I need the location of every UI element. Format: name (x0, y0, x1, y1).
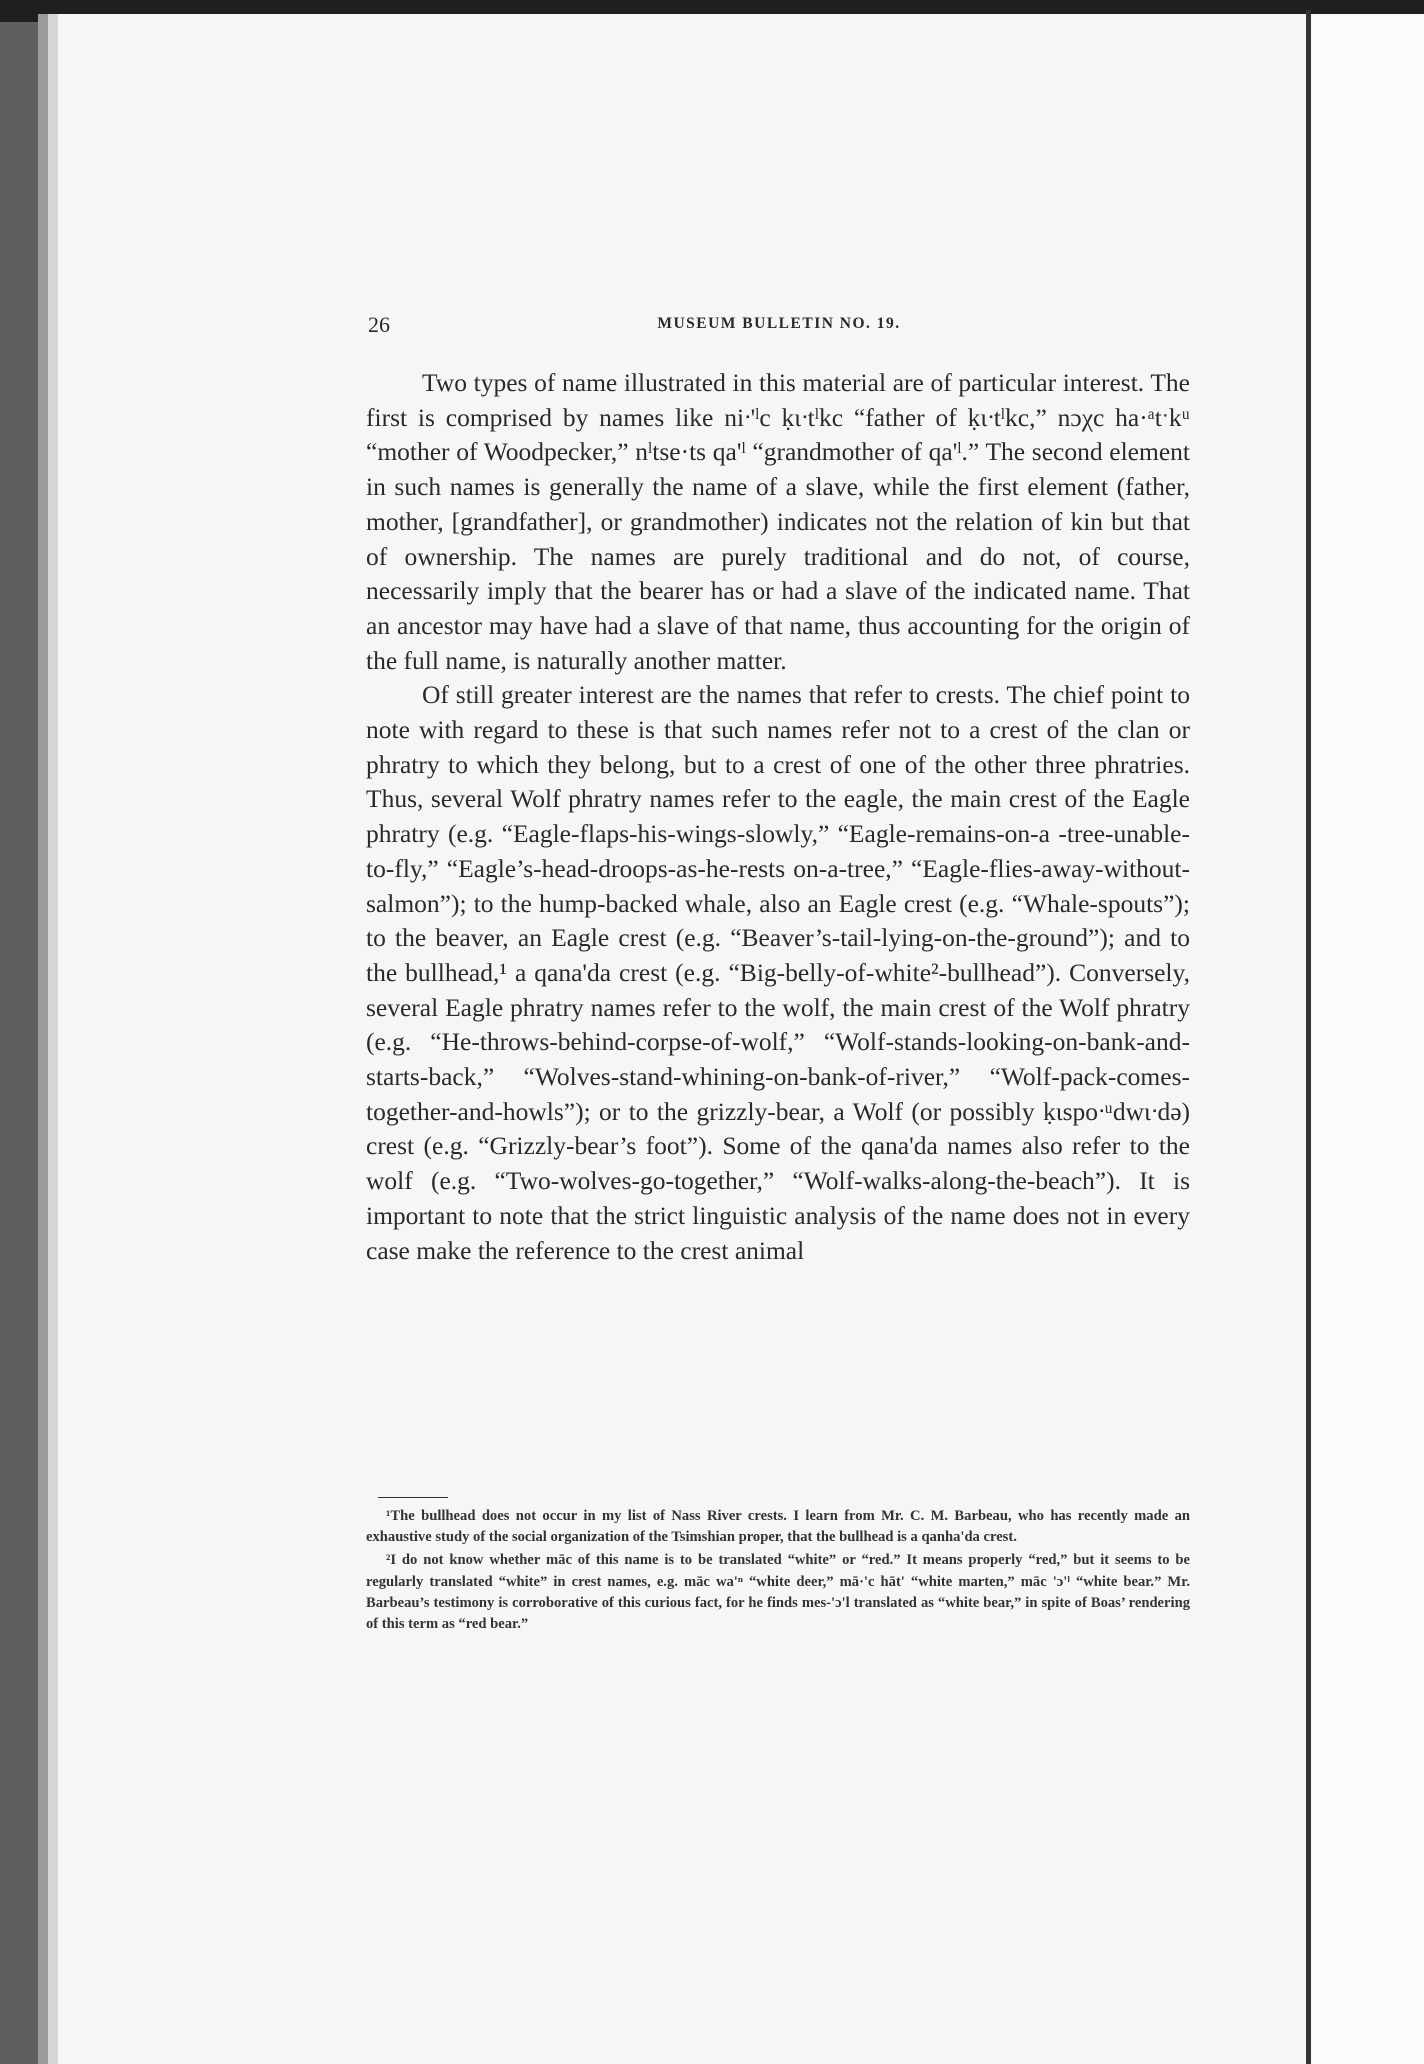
body-text (366, 366, 1190, 1268)
footnote-rule (378, 1497, 448, 1498)
page-edge-shadow (38, 14, 48, 2064)
page-number: 26 (368, 312, 390, 337)
paragraph-name-types: Two types of name illustrated in this material are of particular interest. The first is comprised by names like niᐧ'ˡc ḳɩᐧtˡkc “father of ḳɩᐧtˡkc,” nɔχc ha·ᵃtˑkᵘ “mother of Woodpecker,” nˡtse·ts qa'ˡ “grandmother of qa'ˡ.” The second element in such names is generally the name of a slave, while the first element (father, mother, [grandfather], or grandmother) indicates not the relation of kin but that of ownership. The names are purely traditional and do not, of course, necessarily imply that the bearer has or had a slave of the indicated name. That an ancestor may have had a slave of that name, thus accounting for the origin of the full name, is naturally another matter. (366, 368, 1190, 675)
running-head: MUSEUM BULLETIN NO. 19. (657, 315, 901, 332)
footnote-1: ¹The bullhead does not occur in my list of Nass River crests. I learn from Mr. C. M. Barbeau, who has recently made an exhaustive study of the social organization of the Tsimshian proper, that the bullhead is a qanha'da crest. (366, 1508, 1190, 1546)
footnotes (366, 1506, 1190, 1635)
paragraph-crest-names: Of still greater interest are the names that refer to crests. The chief point to note with regard to these is that such names refer not to a crest of the clan or phratry to which they belong, but to a crest of one of the other three phratries. Thus, several Wolf phratry names refer to the eagle, the main crest of the Eagle phratry (e.g. “Eagle-flaps-his-wings-slowly,” “Eagle-remains-on-a -tree-unable-to-fly,” “Eagle’s-head-droops-as-he-rests on-a-tree,” “Eagle-flies-away-without-salmon”); to the hump-backed whale, also an Eagle crest (e.g. “Whale-spouts”); to the beaver, an Eagle crest (e.g. “Beaver’s-tail-lying-on-the-ground”); and to the bullhead,¹ a qana'da crest (e.g. “Big-belly-of-white²-bullhead”). Conversely, several Eagle phratry names refer to the wolf, the main crest of the Wolf phratry (e.g. “He-throws-behind-corpse-of-wolf,” “Wolf-stands-looking-on-bank-and-starts-back,” “Wolves-stand-whining-on-bank-of-river,” “Wolf-pack-comes-together-and-howls”); or to the grizzly-bear, a Wolf (or possibly ḳɩspoᐧᵘdwɩᐧdə) crest (e.g. “Grizzly-bear’s foot”). Some of the qana'da names also refer to the wolf (e.g. “Two-wolves-go-together,” “Wolf-walks-along-the-beach”). It is important to note that the strict linguistic analysis of the name does not in every case make the reference to the crest animal (366, 680, 1190, 1265)
footnote-2: ²I do not know whether māc of this name is to be translated “white” or “red.” It means properly “red,” but it seems to be regularly translated “white” in crest names, e.g. māc wa'ⁿ “white deer,” mā·'c hāt' “white marten,” māc 'ɔ'ˡ “white bear.” Mr. Barbeau’s testimony is corroborative of this curious fact, for he finds mes-'ɔ'l translated as “white bear,” in spite of Boas’ rendering of this term as “red bear.” (366, 1552, 1190, 1633)
facing-page-edge (1311, 14, 1424, 2064)
page-header (368, 312, 1190, 342)
